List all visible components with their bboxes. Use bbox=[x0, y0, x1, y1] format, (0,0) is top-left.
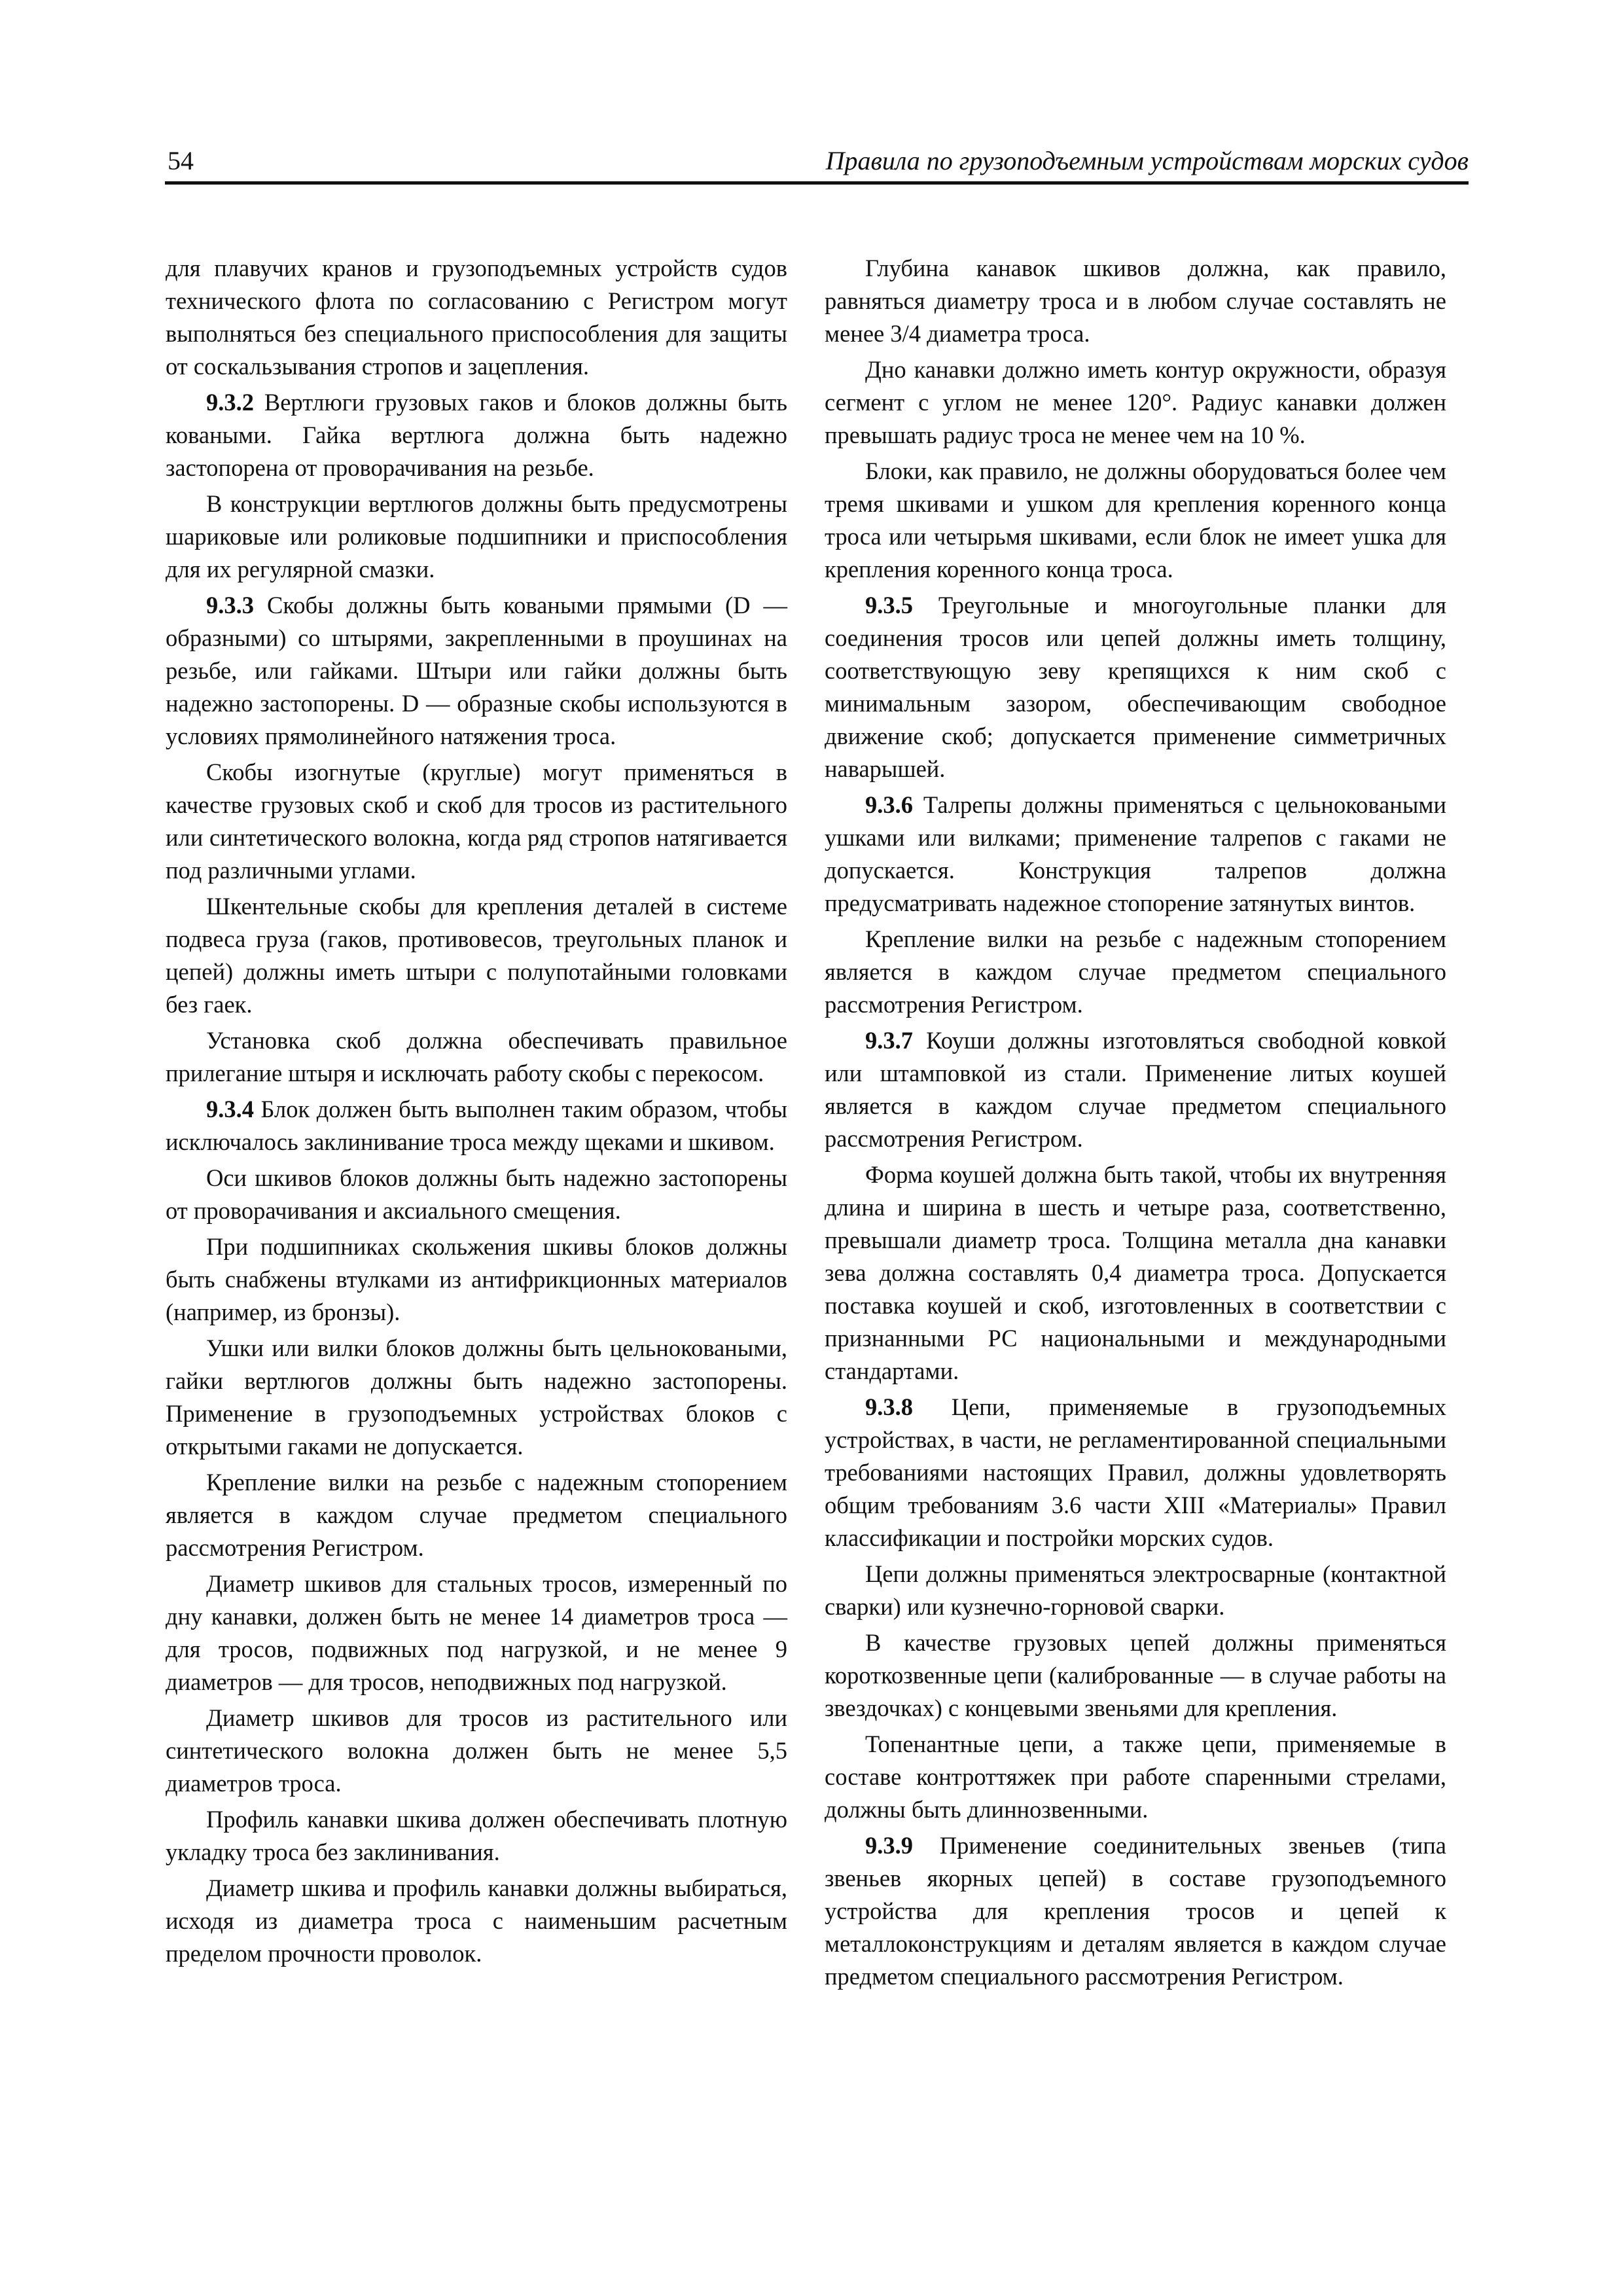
paragraph: 9.3.9 Применение соединительных звеньев (типа звеньев якорных цепей) в составе грузоподъемного устройства для крепления тросов и цепей к металлоконструкциям и деталям является в каждом случае предметом специального рассмотрения Регистром. bbox=[825, 1832, 1446, 1990]
paragraph: Крепление вилки на резьбе с надежным стопорением является в каждом случае предметом специального рассмотрения Регистром. bbox=[166, 1469, 787, 1561]
paragraph: Профиль канавки шкива должен обеспечивать плотную укладку троса без заклинивания. bbox=[166, 1806, 787, 1865]
section-number: 9.3.4 bbox=[206, 1096, 254, 1122]
paragraph: В конструкции вертлюгов должны быть предусмотрены шариковые или роликовые подшипники и приспособления для их регулярной смазки. bbox=[166, 490, 787, 583]
section-number: 9.3.6 bbox=[865, 791, 913, 818]
paragraph: 9.3.8 Цепи, применяемые в грузоподъемных устройствах, в части, не регламентированной специальными требованиями настоящих Правил, должны удовлетворять общим требованиям 3.6 части XIII «Материалы» Правил классификации и постройки морских судов. bbox=[825, 1393, 1446, 1551]
page-number: 54 bbox=[168, 146, 194, 175]
paragraph: Дно канавки должно иметь контур окружности, образуя сегмент с углом не менее 120°. Радиус канавки должен превышать радиус троса не менее чем на 10 %. bbox=[825, 356, 1446, 448]
paragraph: Цепи должны применяться электросварные (контактной сварки) или кузнечно-горновой сварки. bbox=[825, 1560, 1446, 1620]
running-header bbox=[165, 141, 1469, 185]
paragraph: для плавучих кранов и грузоподъемных устройств судов технического флота по согласованию с Регистром могут выполняться без специального приспособления для защиты от соскальзывания стропов и зацепления. bbox=[166, 255, 787, 380]
paragraph: В качестве грузовых цепей должны применяться короткозвенные цепи (калиброванные — в случае работы на звездочках) с концевыми звеньями для крепления. bbox=[825, 1629, 1446, 1721]
right-column bbox=[825, 252, 1446, 1996]
section-number: 9.3.9 bbox=[865, 1832, 913, 1859]
paragraph: Шкентельные скобы для крепления деталей в системе подвеса груза (гаков, противовесов, треугольных планок и цепей) должны иметь штыри с полупотайными головками без гаек. bbox=[166, 893, 787, 1018]
paragraph: Диаметр шкива и профиль канавки должны выбираться, исходя из диаметра троса с наименьшим расчетным пределом прочности проволок. bbox=[166, 1874, 787, 1967]
paragraph: Установка скоб должна обеспечивать правильное прилегание штыря и исключать работу скобы с перекосом. bbox=[166, 1027, 787, 1086]
paragraph: 9.3.5 Треугольные и многоугольные планки для соединения тросов или цепей должны иметь толщину, соответствующую зеву крепящихся к ним скоб с минимальным зазором, обеспечивающим свободное движение скоб; допускается применение симметричных наварышей. bbox=[825, 592, 1446, 782]
paragraph: Диаметр шкивов для стальных тросов, измеренный по дну канавки, должен быть не менее 14 диаметров троса — для тросов, подвижных под нагрузкой, и не менее 9 диаметров — для тросов, неподвижных под нагрузкой. bbox=[166, 1570, 787, 1695]
paragraph: 9.3.6 Талрепы должны применяться с цельноковаными ушками или вилками; применение талрепов с гаками не допускается. Конструкция талрепов должна предусматривать надежное стопорение затянутых винтов. bbox=[825, 791, 1446, 916]
paragraph: Крепление вилки на резьбе с надежным стопорением является в каждом случае предметом специального рассмотрения Регистром. bbox=[825, 925, 1446, 1018]
section-number: 9.3.7 bbox=[865, 1027, 913, 1054]
paragraph: Оси шкивов блоков должны быть надежно застопорены от проворачивания и аксиального смещения. bbox=[166, 1164, 787, 1224]
section-number: 9.3.5 bbox=[865, 592, 913, 619]
paragraph: Скобы изогнутые (круглые) могут применяться в качестве грузовых скоб и скоб для тросов из растительного или синтетического волокна, когда ряд стропов натягивается под различными углами. bbox=[166, 759, 787, 884]
running-title: Правила по грузоподъемным устройствам морских судов bbox=[825, 146, 1469, 175]
paragraph: При подшипниках скольжения шкивы блоков должны быть снабжены втулками из антифрикционных материалов (например, из бронзы). bbox=[166, 1233, 787, 1325]
paragraph: Глубина канавок шкивов должна, как правило, равняться диаметру троса и в любом случае составлять не менее 3/4 диаметра троса. bbox=[825, 255, 1446, 347]
paragraph: 9.3.4 Блок должен быть выполнен таким образом, чтобы исключалось заклинивание троса между щеками и шкивом. bbox=[166, 1096, 787, 1155]
paragraph: 9.3.7 Коуши должны изготовляться свободной ковкой или штамповкой из стали. Применение литых коушей является в каждом случае предметом специального рассмотрения Регистром. bbox=[825, 1027, 1446, 1152]
section-number: 9.3.2 bbox=[206, 389, 254, 416]
section-number: 9.3.8 bbox=[865, 1393, 913, 1420]
paragraph: Форма коушей должна быть такой, чтобы их внутренняя длина и ширина в шесть и четыре раза, соответственно, превышали диаметр троса. Толщина металла дна канавки зева должна составлять 0,4 диаметра троса. Допускается поставка коушей и скоб, изготовленных в соответствии с признанными РС национальными и международными стандартами. bbox=[825, 1161, 1446, 1384]
paragraph: Топенантные цепи, а также цепи, применяемые в составе контроттяжек при работе спаренными стрелами, должны быть длиннозвенными. bbox=[825, 1731, 1446, 1823]
section-number: 9.3.3 bbox=[206, 592, 254, 619]
paragraph: Диаметр шкивов для тросов из растительного или синтетического волокна должен быть не менее 5,5 диаметров троса. bbox=[166, 1704, 787, 1797]
paragraph: 9.3.3 Скобы должны быть коваными прямыми (D — образными) со штырями, закрепленными в проушинах на резьбе, или гайками. Штыри или гайки должны быть надежно застопорены. D — образные скобы используются в условиях прямолинейного натяжения троса. bbox=[166, 592, 787, 749]
left-column bbox=[166, 252, 787, 1973]
paragraph: Ушки или вилки блоков должны быть цельноковаными, гайки вертлюгов должны быть надежно застопорены. Применение в грузоподъемных устройствах блоков с открытыми гаками не допускается. bbox=[166, 1335, 787, 1460]
paragraph: 9.3.2 Вертлюги грузовых гаков и блоков должны быть коваными. Гайка вертлюга должна быть надежно застопорена от проворачивания на резьбе. bbox=[166, 389, 787, 481]
paragraph: Блоки, как правило, не должны оборудоваться более чем тремя шкивами и ушком для крепления коренного конца троса или четырьмя шкивами, если блок не имеет ушка для крепления коренного конца троса. bbox=[825, 457, 1446, 583]
